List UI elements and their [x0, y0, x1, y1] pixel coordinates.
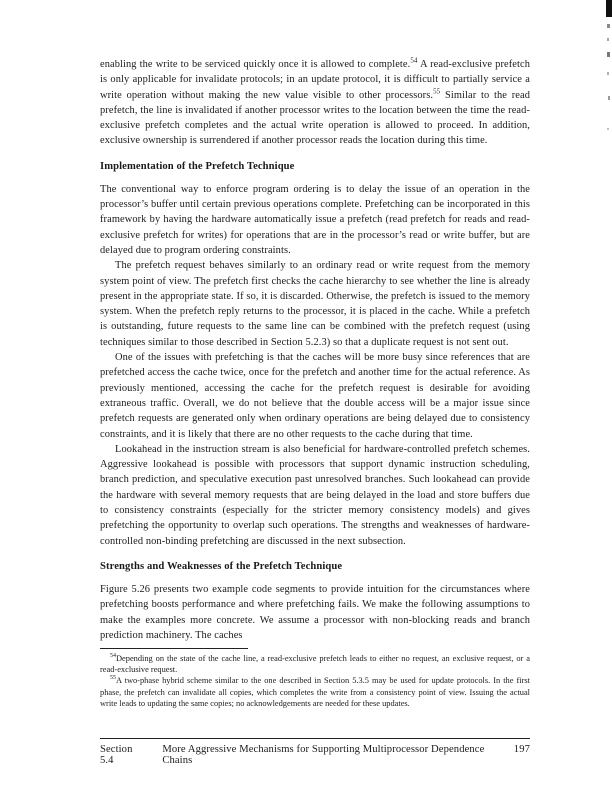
footnote-ref-54: 54 — [410, 56, 418, 65]
paragraph-text: enabling the write to be serviced quickly once it is allowed to complete. — [100, 59, 411, 70]
paragraph-text: Similar to the read prefetch, the line is invalidated if another processor writes to the location between the time the read-exclusive prefetch completes and the actual write operation is allowed to proceed. In addition, exclusive ownership is surrendered if another processor reads the location during this time. — [100, 89, 530, 147]
footnote-marker: 54 — [110, 653, 116, 660]
footnote-text: A two-phase hybrid scheme similar to the one described in Section 5.3.5 may be used for update protocols. In the first phase, the prefetch can invalidate all copies, which completes the write from a consistency point of view. Issuing the actual write leads to updating the same copies; no acknowledgements are needed for these updates. — [100, 676, 530, 708]
paragraph-lookahead: Lookahead in the instruction stream is also beneficial for hardware-controlled prefetch schemes. Aggressive lookahead is possible with processors that support dynamic instruction scheduling, branch prediction, and speculative execution past unresolved branches. Such lookahead can provide the hardware with several memory requests that are being delayed in the load and store buffers due to consistency constraints (especially for the stricter memory consistency models) and gives prefetching the opportunity to overlap such operations. The strengths and weaknesses of hardware-controlled non-binding prefetching are discussed in the next subsection. — [100, 443, 530, 547]
footnote-marker: 55 — [110, 675, 116, 682]
page-body — [100, 57, 530, 643]
paragraph-text: A read-exclusive prefetch is only applicable for invalidate protocols; in an update protocol, it is difficult to partially service a write operation without making the new value visible to other processors. — [100, 59, 530, 101]
footnote-ref-55: 55 — [433, 87, 441, 96]
scan-speckle — [607, 38, 609, 41]
footnotes-section — [100, 648, 530, 709]
scan-speckle — [608, 96, 610, 100]
paragraph-conventional-ordering: The conventional way to enforce program ordering is to delay the issue of an operation in the processor’s buffer until certain previous operations complete. Prefetching can be incorporated in this framework by having the hardware automatically issue a prefetch (read prefetch for reads and read-exclusive prefetch for writes) for operations that are in the processor’s read or write buffer, but are delayed due to program ordering constraints. — [100, 183, 530, 256]
scan-speckle — [607, 52, 610, 57]
heading-implementation-of-prefetch-technique: Implementation of the Prefetch Technique — [100, 160, 295, 172]
paragraph-cache-busy-issue: One of the issues with prefetching is that the caches will be more busy since references that are prefetched access the cache twice, once for the prefetch and another time for the actual reference. As previously mentioned, accessing the cache for the prefetch request is desirable for avoiding extraneous traffic. Overall, we do not believe that the double access will be a major issue since prefetch requests are generated only when ordinary operations are being delayed due to consistency constraints, and it is likely that there are no other requests to the cache during that time. — [100, 352, 530, 440]
footer-chapter-title: More Aggressive Mechanisms for Supporting Multiprocessor Dependence Chains — [162, 744, 485, 766]
page-number: 197 — [513, 744, 530, 755]
scan-speckle — [607, 128, 609, 130]
page-footer — [100, 738, 530, 766]
heading-strengths-and-weaknesses: Strengths and Weaknesses of the Prefetch Technique — [100, 560, 343, 572]
scan-speckle — [607, 72, 609, 75]
footnote-separator — [100, 648, 248, 649]
footnote-text: Depending on the state of the cache line, a read-exclusive prefetch leads to either no request, an exclusive request, or a read-exclusive request. — [100, 654, 530, 675]
scan-speckle — [607, 24, 610, 28]
footer-line — [100, 744, 530, 766]
paragraph-continuation — [100, 57, 530, 149]
scan-artifact-top-right — [606, 0, 612, 17]
footnote-54 — [100, 653, 530, 675]
paragraph-figure-526-intro: Figure 5.26 presents two example code segments to provide intuition for the circumstances where prefetching boosts performance and where prefetching fails. We make the following assumptions to make the examples more concrete. We assume a processor with non-blocking reads and branch prediction machinery. The caches — [100, 583, 530, 641]
paragraph-prefetch-request-behavior: The prefetch request behaves similarly to an ordinary read or write request from the memory system point of view. The prefetch first checks the cache hierarchy to see whether the line is already present in the appropriate state. If so, it is discarded. Otherwise, the prefetch is issued to the memory system. When the prefetch reply returns to the processor, it is placed in the cache. While a prefetch is outstanding, future requests to the same line can be combined with the prefetch request (using techniques similar to those described in Section 5.2.3) so that a duplicate request is not sent out. — [100, 260, 530, 348]
footer-section-label: Section 5.4 — [100, 744, 133, 766]
footnote-55 — [100, 675, 530, 709]
footer-rule — [100, 738, 530, 739]
